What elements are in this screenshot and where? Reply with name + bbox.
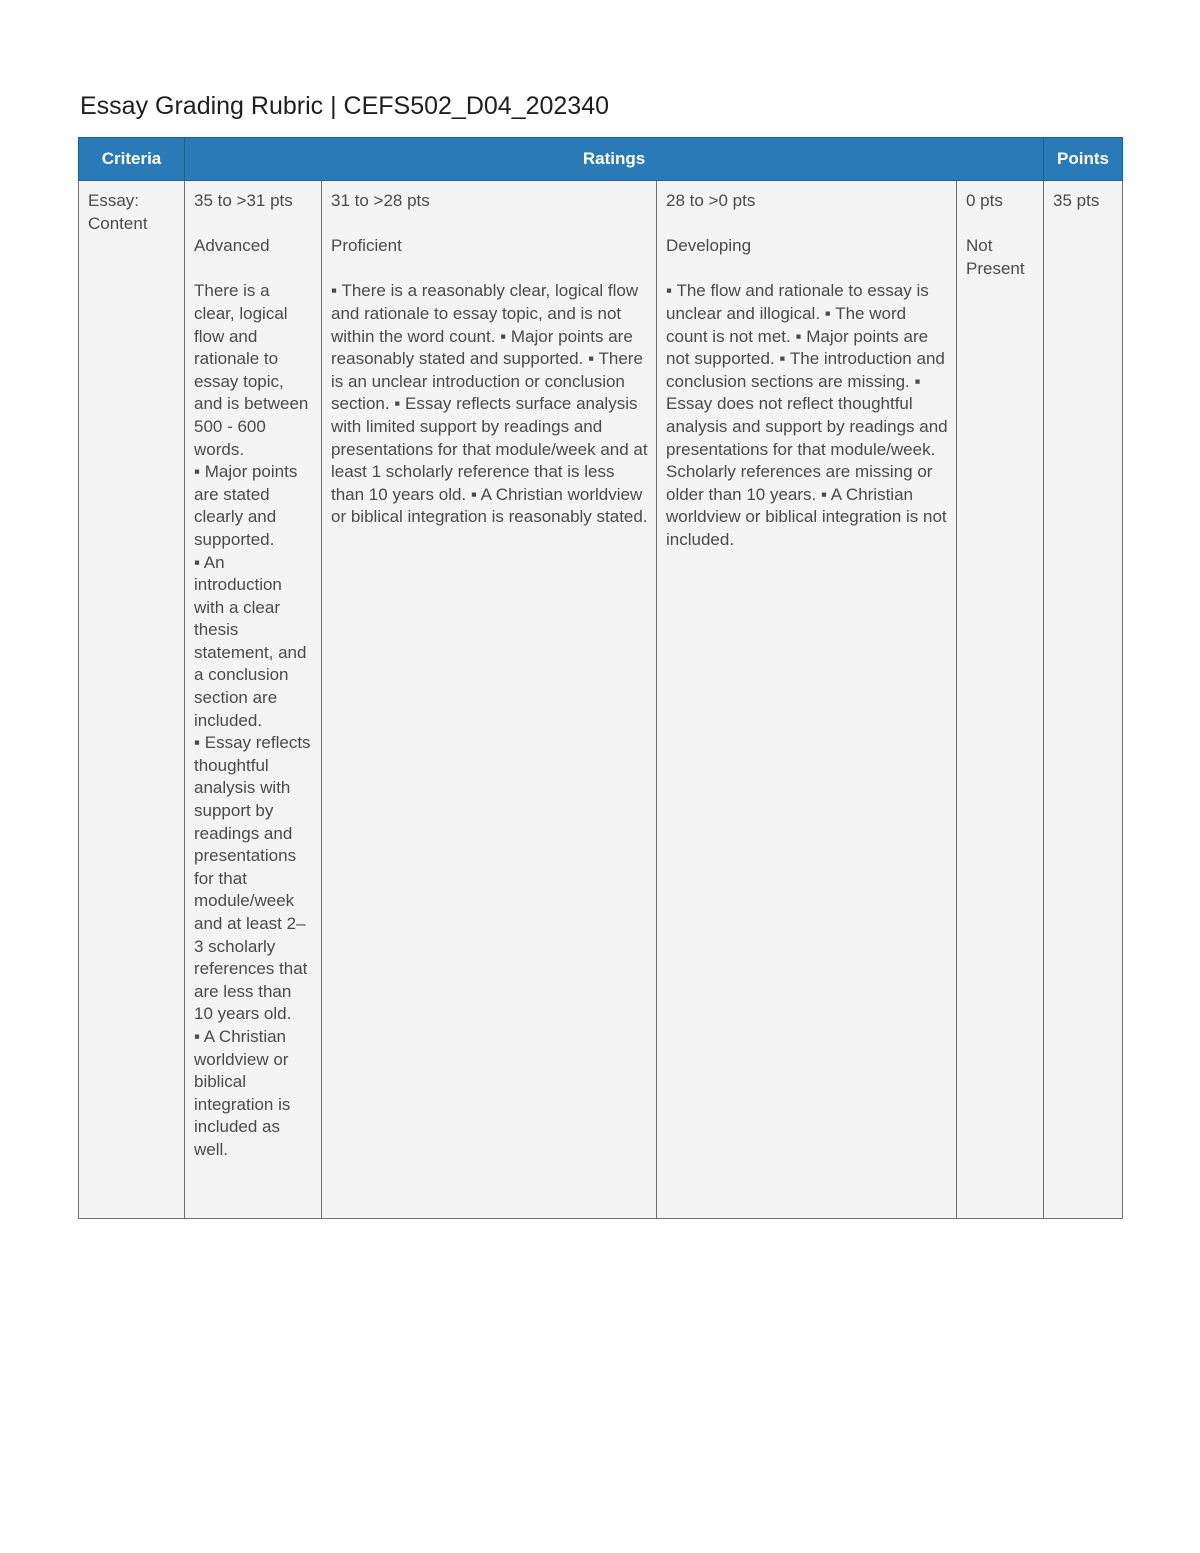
total-points: 35 pts bbox=[1053, 191, 1100, 210]
header-row bbox=[79, 138, 1123, 181]
criterion-label: Essay: Content bbox=[88, 191, 148, 233]
rating-cell-not-present bbox=[957, 181, 1044, 1219]
rating-cell-proficient bbox=[322, 181, 657, 1219]
rating-description: ▪ The flow and rationale to essay is unclear and illogical. ▪ The word count is not met. ▪ Major points are not supported. ▪ The introduction and conclusion sections are missing. ▪ Essay does not reflect thoughtful analysis and support by readings and presentations for that module/week. Scholarly references are missing or older than 10 years. ▪ A Christian worldview or biblical integration is not included. bbox=[666, 281, 948, 549]
table-row bbox=[79, 181, 1123, 1219]
rating-points: 28 to >0 pts bbox=[666, 191, 756, 210]
rating-level: Proficient bbox=[331, 236, 402, 256]
rating-points: 31 to >28 pts bbox=[331, 191, 430, 210]
criteria-header: Criteria bbox=[79, 138, 185, 181]
rating-points: 35 to >31 pts bbox=[194, 191, 293, 210]
rating-description: ▪ There is a reasonably clear, logical flow and rationale to essay topic, and is not within the word count. ▪ Major points are reasonably stated and supported. ▪ There is an unclear introduction or conclusion section. ▪ Essay reflects surface analysis with limited support by readings and presentations for that module/week and at least 1 scholarly reference that is less than 10 years old. ▪ A Christian worldview or biblical integration is reasonably stated. bbox=[331, 281, 648, 527]
rubric-table bbox=[78, 137, 1123, 1219]
rating-level: Advanced bbox=[194, 236, 270, 256]
criterion-cell bbox=[79, 181, 185, 1219]
rating-level: Developing bbox=[666, 236, 752, 256]
total-points-cell bbox=[1044, 181, 1123, 1219]
rating-cell-developing bbox=[657, 181, 957, 1219]
rating-cell-advanced bbox=[185, 181, 322, 1219]
page-title: Essay Grading Rubric | CEFS502_D04_202340 bbox=[80, 92, 610, 120]
rating-level: Not Present bbox=[966, 236, 1025, 278]
ratings-header: Ratings bbox=[185, 138, 1044, 181]
rating-points: 0 pts bbox=[966, 191, 1003, 210]
rating-description: There is a clear, logical flow and rationale to essay topic, and is between 500 - 600 words. ▪ Major points are stated clearly and supported. ▪ An introduction with a clear thesis statement, and a conclusion section are included. ▪ Essay reflects thoughtful analysis with support by readings and presentations for that module/week and at least 2–3 scholarly references that are less than 10 years old. ▪ A Christian worldview or biblical integration is included as well. bbox=[194, 281, 311, 1159]
points-header: Points bbox=[1044, 138, 1123, 181]
